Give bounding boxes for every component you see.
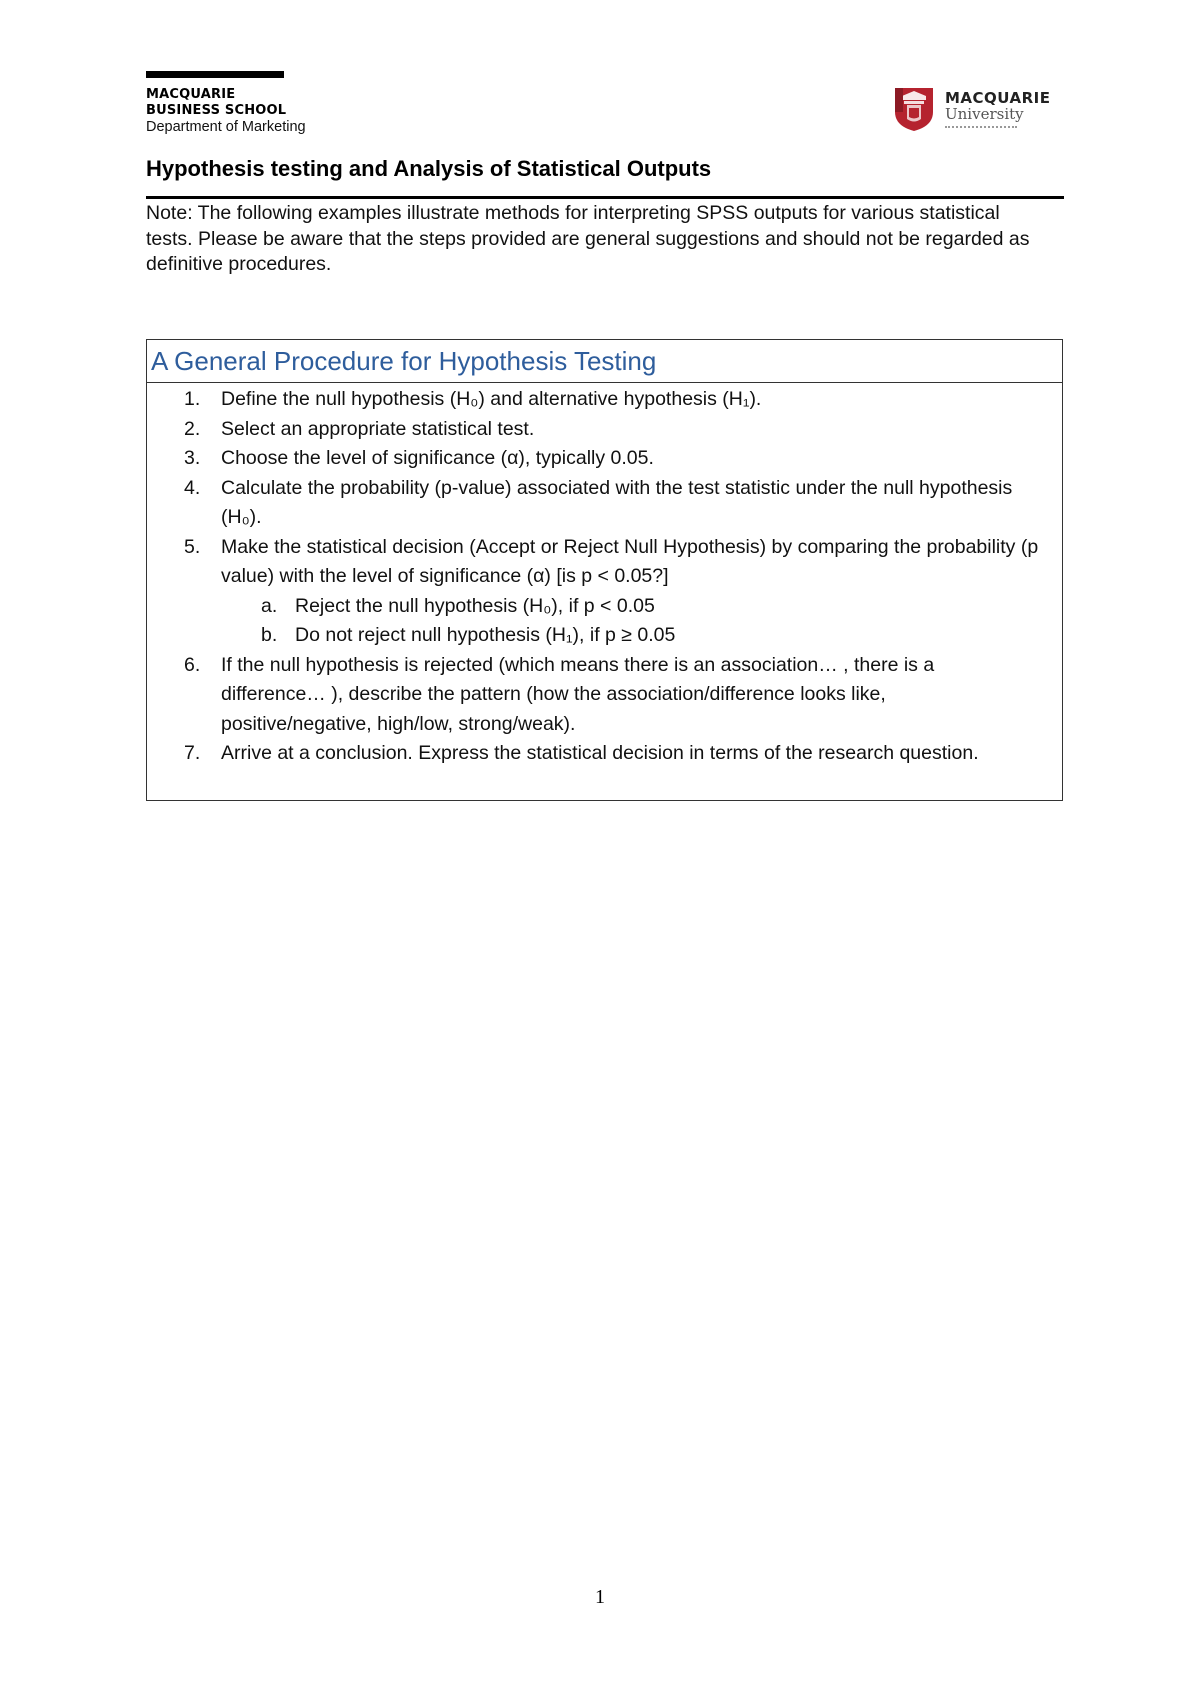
procedure-step — [147, 415, 1041, 445]
step-number: 7. — [184, 742, 201, 764]
school-name-line1: MACQUARIE — [146, 87, 236, 102]
procedure-step — [147, 444, 1041, 474]
step-text: Calculate the probability (p-value) associated with the test statistic under the null hypothesis (H₀). — [221, 476, 1013, 528]
procedure-step — [147, 533, 1041, 651]
step-text: Make the statistical decision (Accept or Reject Null Hypothesis) by comparing the probability (p value) with the level of significance (α) [is p < 0.05?] — [221, 535, 1039, 587]
logo-wordmark — [945, 90, 1051, 128]
procedure-step — [147, 474, 1041, 533]
page-number: 1 — [595, 1586, 605, 1608]
shield-icon — [893, 86, 935, 132]
step-text: If the null hypothesis is rejected (which means there is an association… , there is a difference… ), describe the pattern (how the association/difference looks like, positive/negative, high/low, strong/weak). — [221, 653, 935, 735]
substep-text: Do not reject null hypothesis (H₁), if p ≥ 0.05 — [295, 624, 676, 646]
procedure-step — [147, 739, 1041, 769]
logo-tagline-dots — [945, 126, 1017, 128]
title-rule — [146, 196, 1064, 199]
step-number: 4. — [184, 476, 201, 499]
note-paragraph: Note: The following examples illustrate methods for interpreting SPSS outputs for various statistical tests. Please be aware that the steps provided are general suggestions and should not be regarded as definitive procedures. — [146, 202, 1030, 275]
procedure-substep — [221, 621, 1041, 651]
logo-wordmark-line2: University — [945, 105, 1024, 123]
department-name: Department of Marketing — [146, 119, 306, 135]
logo-wordmark-line1: MACQUARIE — [945, 89, 1051, 107]
procedure-box — [146, 339, 1063, 801]
substep-letter: a. — [261, 594, 278, 617]
substep-text: Reject the null hypothesis (H₀), if p < 0.05 — [295, 594, 655, 617]
procedure-substeps — [221, 592, 1041, 651]
step-number: 3. — [184, 447, 201, 469]
school-name-line2: BUSINESS SCHOOL — [146, 103, 287, 118]
step-text: Define the null hypothesis (H₀) and alternative hypothesis (H₁). — [221, 388, 762, 410]
procedure-substep — [221, 592, 1041, 622]
document-title: Hypothesis testing and Analysis of Statistical Outputs — [146, 156, 712, 181]
step-text: Arrive at a conclusion. Express the statistical decision in terms of the research question. — [221, 742, 979, 764]
procedure-step — [147, 651, 1041, 740]
procedure-header — [147, 340, 1062, 383]
substep-letter: b. — [261, 624, 278, 646]
procedure-steps — [147, 383, 1062, 769]
university-logo — [893, 86, 1063, 134]
step-text: Choose the level of significance (α), typically 0.05. — [221, 447, 654, 469]
step-text: Select an appropriate statistical test. — [221, 417, 535, 440]
step-number: 1. — [184, 388, 201, 410]
step-number: 2. — [184, 417, 201, 440]
step-number: 5. — [184, 535, 201, 558]
header-bar — [146, 71, 284, 78]
procedure-step — [147, 385, 1041, 415]
procedure-title: A General Procedure for Hypothesis Testing — [151, 346, 657, 376]
business-school-header — [146, 71, 436, 136]
step-number: 6. — [184, 653, 201, 676]
